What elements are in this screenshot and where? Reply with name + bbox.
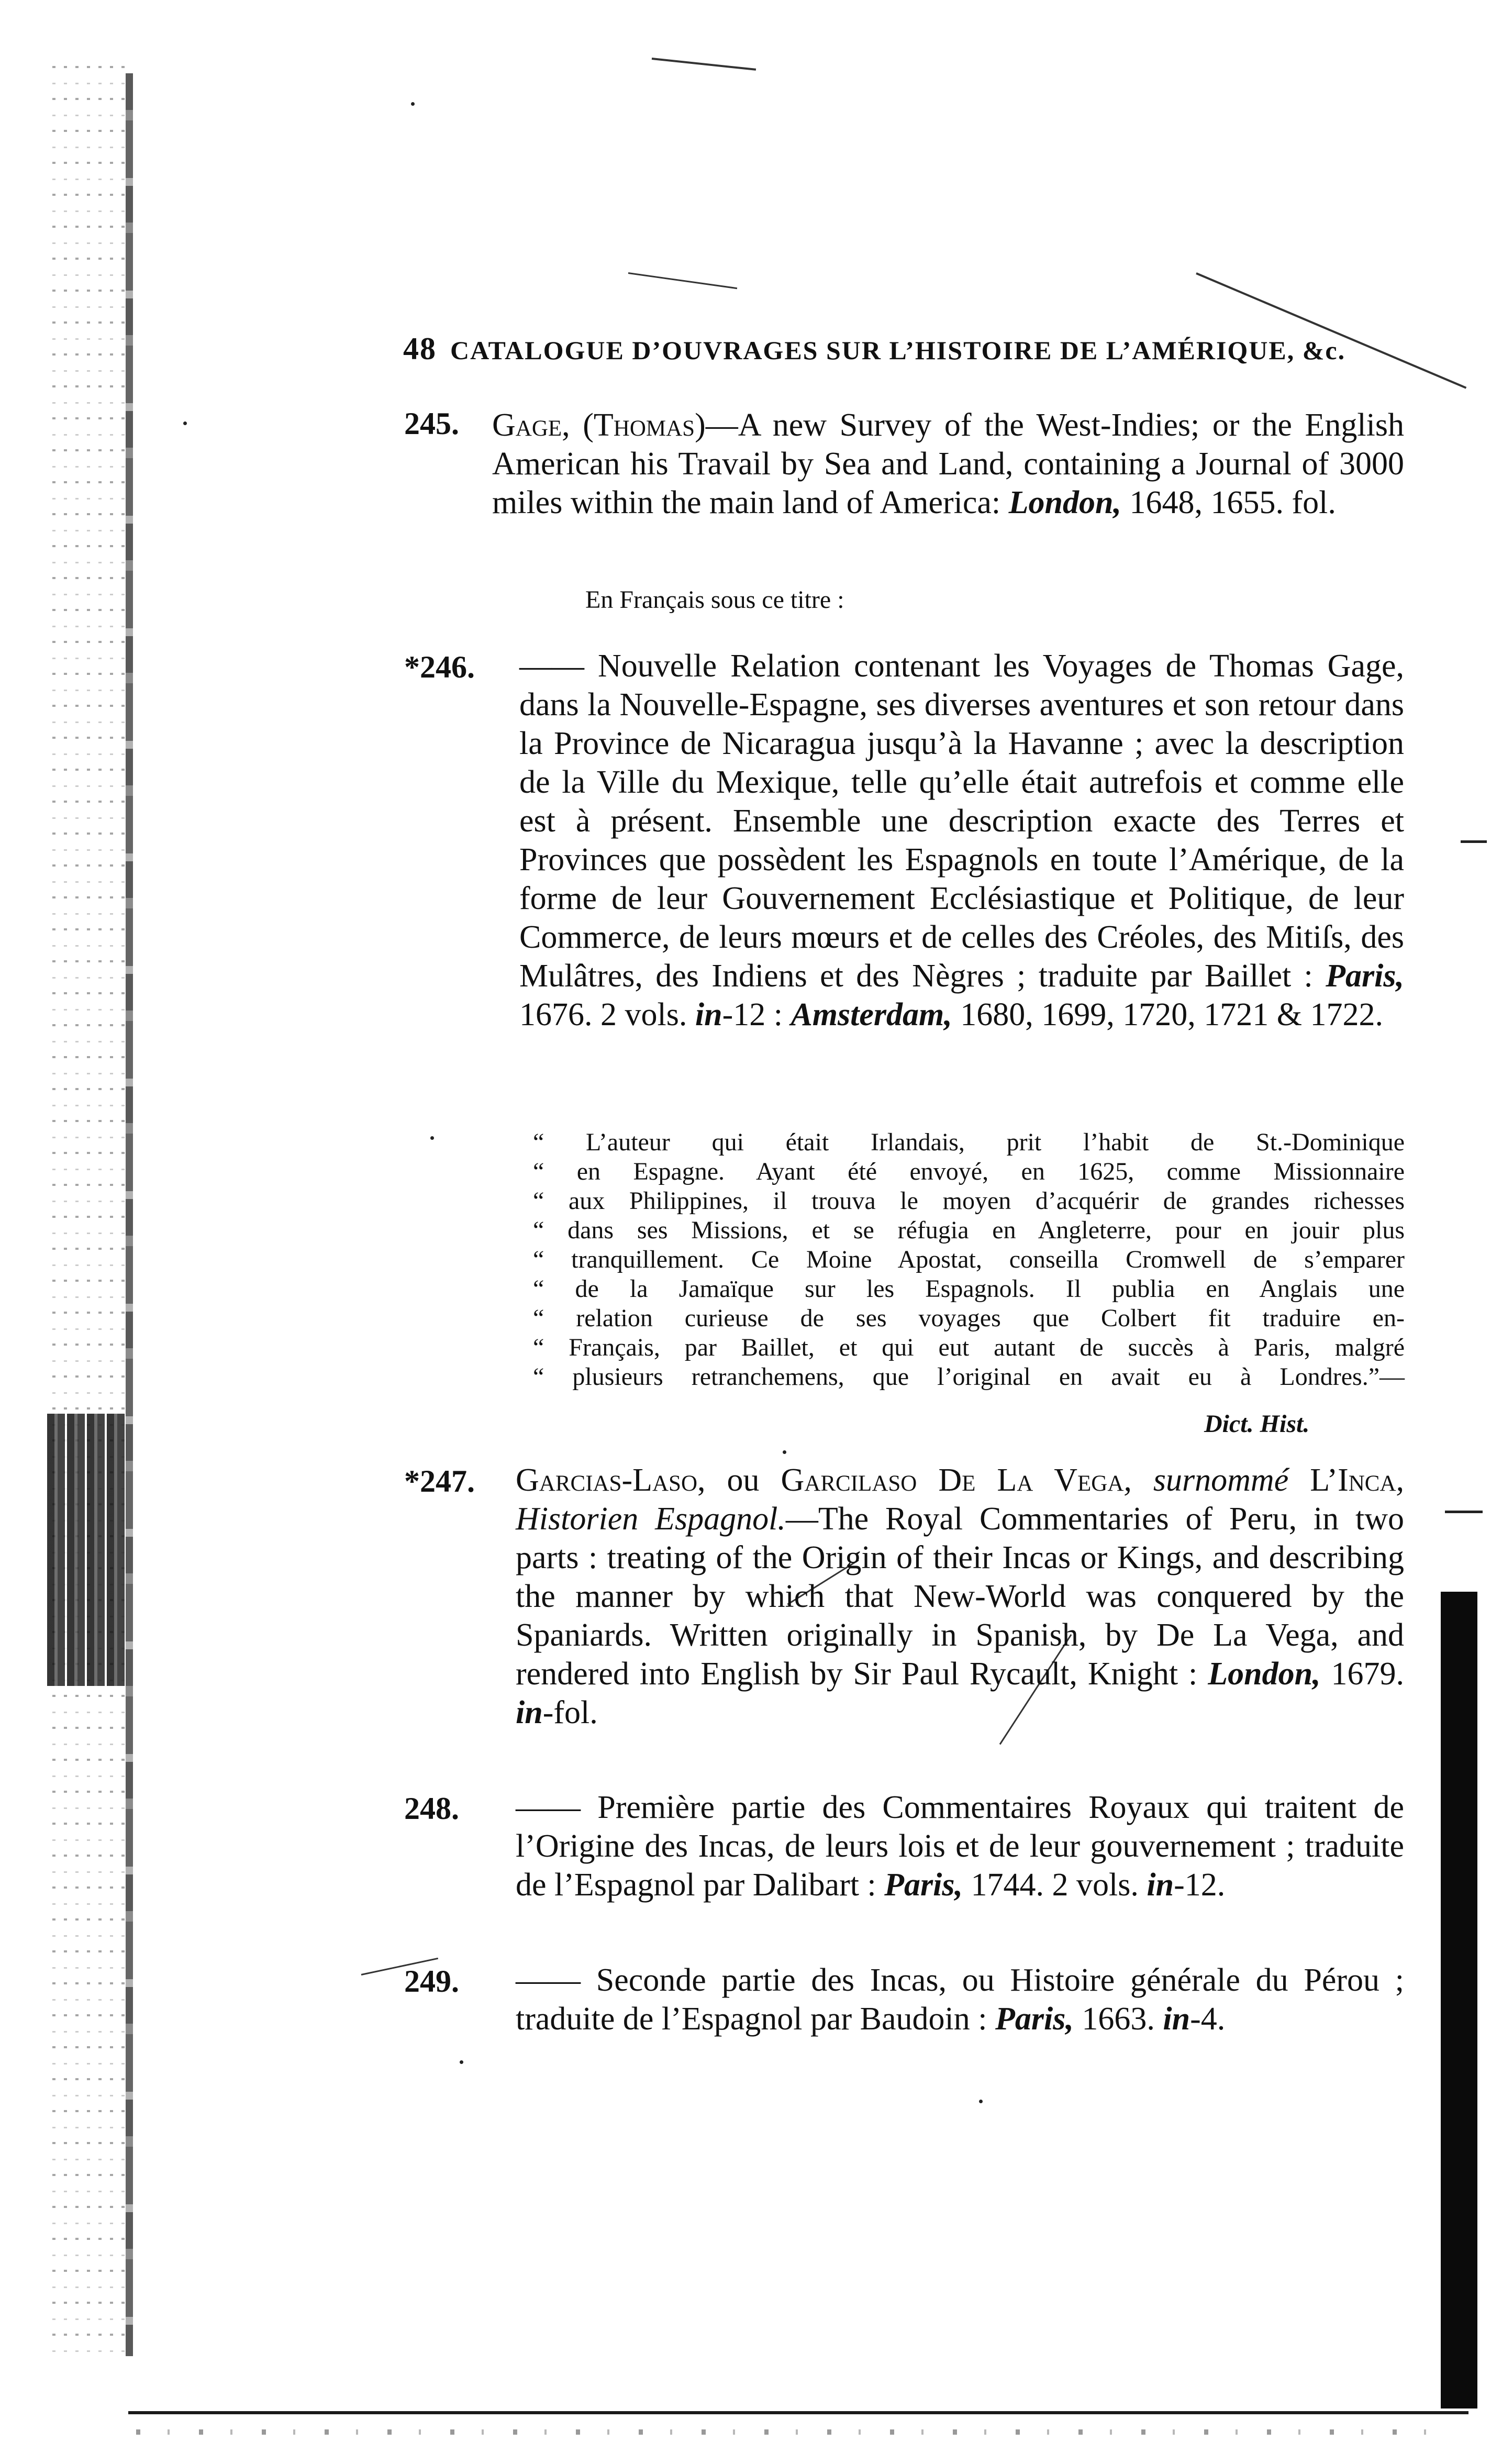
entry-format-rest: -fol. <box>542 1695 598 1730</box>
bottom-noise <box>136 2429 1445 2435</box>
quote-line: “ aux Philippines, il trouva le moyen d’acquérir de grandes richesses <box>533 1187 1405 1215</box>
entry-imprint: 1744. 2 vols. <box>971 1867 1139 1903</box>
entry-245 <box>492 406 1404 522</box>
ink-speck <box>460 2060 463 2064</box>
ink-speck <box>979 2100 983 2103</box>
entry-body: Seconde partie des Incas, ou Histoire générale du Pérou ; traduite de l’Espagnol par Baudoin : <box>516 1962 1404 2037</box>
entry-dash: —— <box>519 648 584 684</box>
entry-number: 245. <box>404 406 459 441</box>
ink-speck <box>183 421 187 425</box>
page-edge-shadow <box>1441 1592 1477 2408</box>
entry-body: —A new Survey of the West-Indies; or the English American his Travail by Sea and Land, containing a Journal of 3000 miles within the main land of America: <box>492 407 1404 520</box>
entry-number: 248. <box>404 1791 459 1826</box>
entry-body: Nouvelle Relation contenant les Voyages de Thomas Gage, dans la Nouvelle-Espagne, ses diverses aventures et son retour dans la Province de Nicaragua jusqu’à la Havanne ; avec la description de la Ville du Mexique, telle qu’elle était autrefois et comme elle est à présent. Ensemble une description exacte des Terres et Provinces que possèdent les Espagnols en toute l’Amérique, de la forme de leur Gouvernement Ecclésiastique et Politique, de leur Commerce, de leurs mœurs et de celles des Créoles, des Mitiſs, des Mulâtres, des Indiens et des Nègres ; traduite par Baillet : <box>519 648 1404 994</box>
entry-place: Paris, <box>884 1867 963 1903</box>
entry-format: in <box>516 1695 543 1730</box>
entry-imprint: 1663. <box>1082 2001 1155 2037</box>
entry-247 <box>516 1461 1404 1732</box>
quote-source: Dict. Hist. <box>1204 1410 1310 1438</box>
edge-mark <box>1461 840 1487 843</box>
ink-speck <box>430 1136 434 1140</box>
entry-place: London, <box>1008 485 1121 520</box>
entry-format-rest: -12 : <box>722 997 783 1033</box>
binding-shadow <box>47 1414 126 1686</box>
translation-note: En Français sous ce titre : <box>585 586 844 614</box>
entry-format: in <box>695 997 722 1033</box>
ink-speck <box>411 102 415 106</box>
entry-246 <box>519 647 1404 1034</box>
quote-line: “ plusieurs retranchemens, que l’original en avait eu à Londres.”— <box>533 1363 1405 1391</box>
entry-inca: L’Inca <box>1310 1462 1396 1498</box>
quote-line: “ dans ses Missions, et se réfugia en Angleterre, pour en jouir plus <box>533 1216 1405 1244</box>
quote-line: “ en Espagne. Ayant été envoyé, en 1625, comme Missionnaire <box>533 1158 1405 1185</box>
running-title: CATALOGUE D’OUVRAGES SUR L’HISTOIRE DE L’AMÉRIQUE, &c. <box>450 336 1346 365</box>
quote-line: “ de la Jamaïque sur les Espagnols. Il publia en Anglais une <box>533 1275 1405 1303</box>
quotation-block <box>533 1128 1405 1392</box>
edge-mark <box>1445 1511 1483 1513</box>
pen-stroke <box>628 272 737 289</box>
running-header <box>403 331 1345 367</box>
binding-noise <box>52 52 131 2356</box>
bottom-edge-line <box>128 2411 1468 2414</box>
ink-speck <box>783 1450 786 1454</box>
entry-number: 249. <box>404 1964 459 1999</box>
entry-title-fr: , Historien Espagnol. <box>516 1462 1405 1537</box>
entry-place: London, <box>1208 1656 1321 1692</box>
entry-format: in <box>1147 1867 1174 1903</box>
entry-imprint: 1679. <box>1331 1656 1405 1692</box>
entry-author-sep: , ou <box>697 1462 781 1498</box>
entry-epithet: , surnommé <box>1123 1462 1289 1498</box>
quote-line: “ L’auteur qui était Irlandais, prit l’habit de St.-Dominique <box>533 1128 1405 1156</box>
entry-format-rest: -12. <box>1174 1867 1226 1903</box>
entry-author: Gage, (Thomas) <box>492 407 706 443</box>
pen-stroke <box>652 58 756 71</box>
entry-imprint: 1648, 1655. fol. <box>1129 485 1336 520</box>
entry-author: Garcias-Laso <box>516 1462 698 1498</box>
entry-place: Paris, <box>1326 958 1405 994</box>
entry-248 <box>516 1788 1404 1904</box>
entry-body: Première partie des Commentaires Royaux qui traitent de l’Origine des Incas, de leurs lois et de leur gouvernement ; traduite de l’Espagnol par Dalibart : <box>516 1790 1405 1903</box>
entry-imprint: 1676. 2 vols. <box>519 997 687 1033</box>
entry-place: Paris, <box>995 2001 1074 2037</box>
quote-line: “ tranquillement. Ce Moine Apostat, conseilla Cromwell de s’emparer <box>533 1246 1405 1273</box>
quote-line: “ Français, par Baillet, et qui eut autant de succès à Paris, malgré <box>533 1334 1405 1361</box>
entry-dash: —— <box>516 1790 581 1825</box>
entry-author-alt: Garcilaso De La Vega <box>781 1462 1124 1498</box>
entry-format: in <box>1163 2001 1190 2037</box>
entry-imprint: 1680, 1699, 1720, 1721 & 1722. <box>960 997 1383 1033</box>
entry-dash: —— <box>516 1962 581 1998</box>
entry-place: Amsterdam, <box>791 997 952 1033</box>
entry-body: —The Royal Commentaries of Peru, in two parts : treating of the Origin of their Incas or Kings, and describing the manner by which that New-World was conquered by the Spaniards. Written originally in Spanish, by De La Vega, and rendered into English by Sir Paul Rycault, Knight : <box>516 1501 1405 1692</box>
binding-edge <box>126 73 133 2356</box>
quote-line: “ relation curieuse de ses voyages que Colbert fit traduire en- <box>533 1304 1405 1332</box>
page-number: 48 <box>403 331 437 366</box>
entry-249 <box>516 1961 1404 2038</box>
entry-number: *246. <box>404 650 475 684</box>
entry-number: *247. <box>404 1464 475 1499</box>
entry-format-rest: -4. <box>1190 2001 1226 2037</box>
